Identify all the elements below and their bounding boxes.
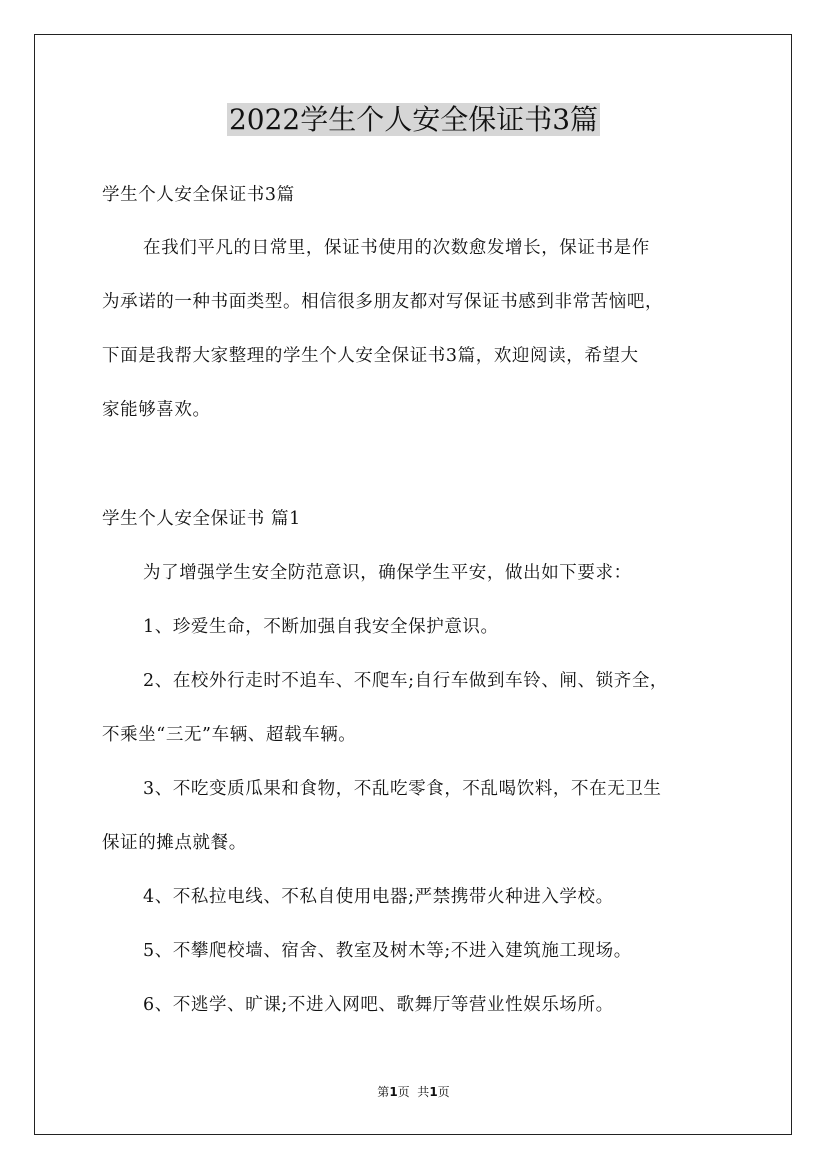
- body-line-3: 2、在校外行走时不追车、不爬车;自行车做到车铃、闸、锁齐全，: [143, 671, 669, 691]
- footer-page-mid: 页 共: [397, 1085, 430, 1099]
- body-line-8: 5、不攀爬校墙、宿舍、教室及树木等;不进入建筑施工现场。: [143, 941, 632, 961]
- intro-line-4: 家能够喜欢。: [102, 400, 211, 420]
- footer-page-prefix: 第: [377, 1085, 390, 1099]
- intro-line-2: 为承诺的一种书面类型。相信很多朋友都对写保证书感到非常苦恼吧，: [102, 292, 664, 312]
- intro-line-3: 下面是我帮大家整理的学生个人安全保证书3篇，欢迎阅读，希望大: [102, 346, 639, 366]
- body-line-1: 为了增强学生安全防范意识，确保学生平安，做出如下要求：: [143, 563, 632, 583]
- body-line-7: 4、不私拉电线、不私自使用电器;严禁携带火种进入学校。: [143, 887, 614, 907]
- intro-line-1: 在我们平凡的日常里，保证书使用的次数愈发增长，保证书是作: [143, 238, 650, 258]
- body-line-9: 6、不逃学、旷课;不进入网吧、歌舞厅等营业性娱乐场所。: [143, 995, 614, 1015]
- body-line-5: 3、不吃变质瓜果和食物，不乱吃零食，不乱喝饮料，不在无卫生: [143, 779, 662, 799]
- footer-page-suffix: 页: [437, 1085, 450, 1099]
- footer-total-pages: 1: [429, 1085, 438, 1099]
- body-line-2: 1、珍爱生命，不断加强自我安全保护意识。: [143, 617, 499, 637]
- body-line-6: 保证的摊点就餐。: [102, 833, 247, 853]
- document-title: [0, 100, 827, 140]
- section-heading: 学生个人安全保证书 篇1: [102, 509, 301, 529]
- body-line-4: 不乘坐“三无”车辆、超载车辆。: [102, 725, 357, 745]
- page-footer: [0, 1083, 827, 1101]
- document-title-text: 2022学生个人安全保证书3篇: [228, 103, 599, 136]
- document-heading: 学生个人安全保证书3篇: [102, 185, 295, 205]
- footer-page-number: 1: [389, 1085, 398, 1099]
